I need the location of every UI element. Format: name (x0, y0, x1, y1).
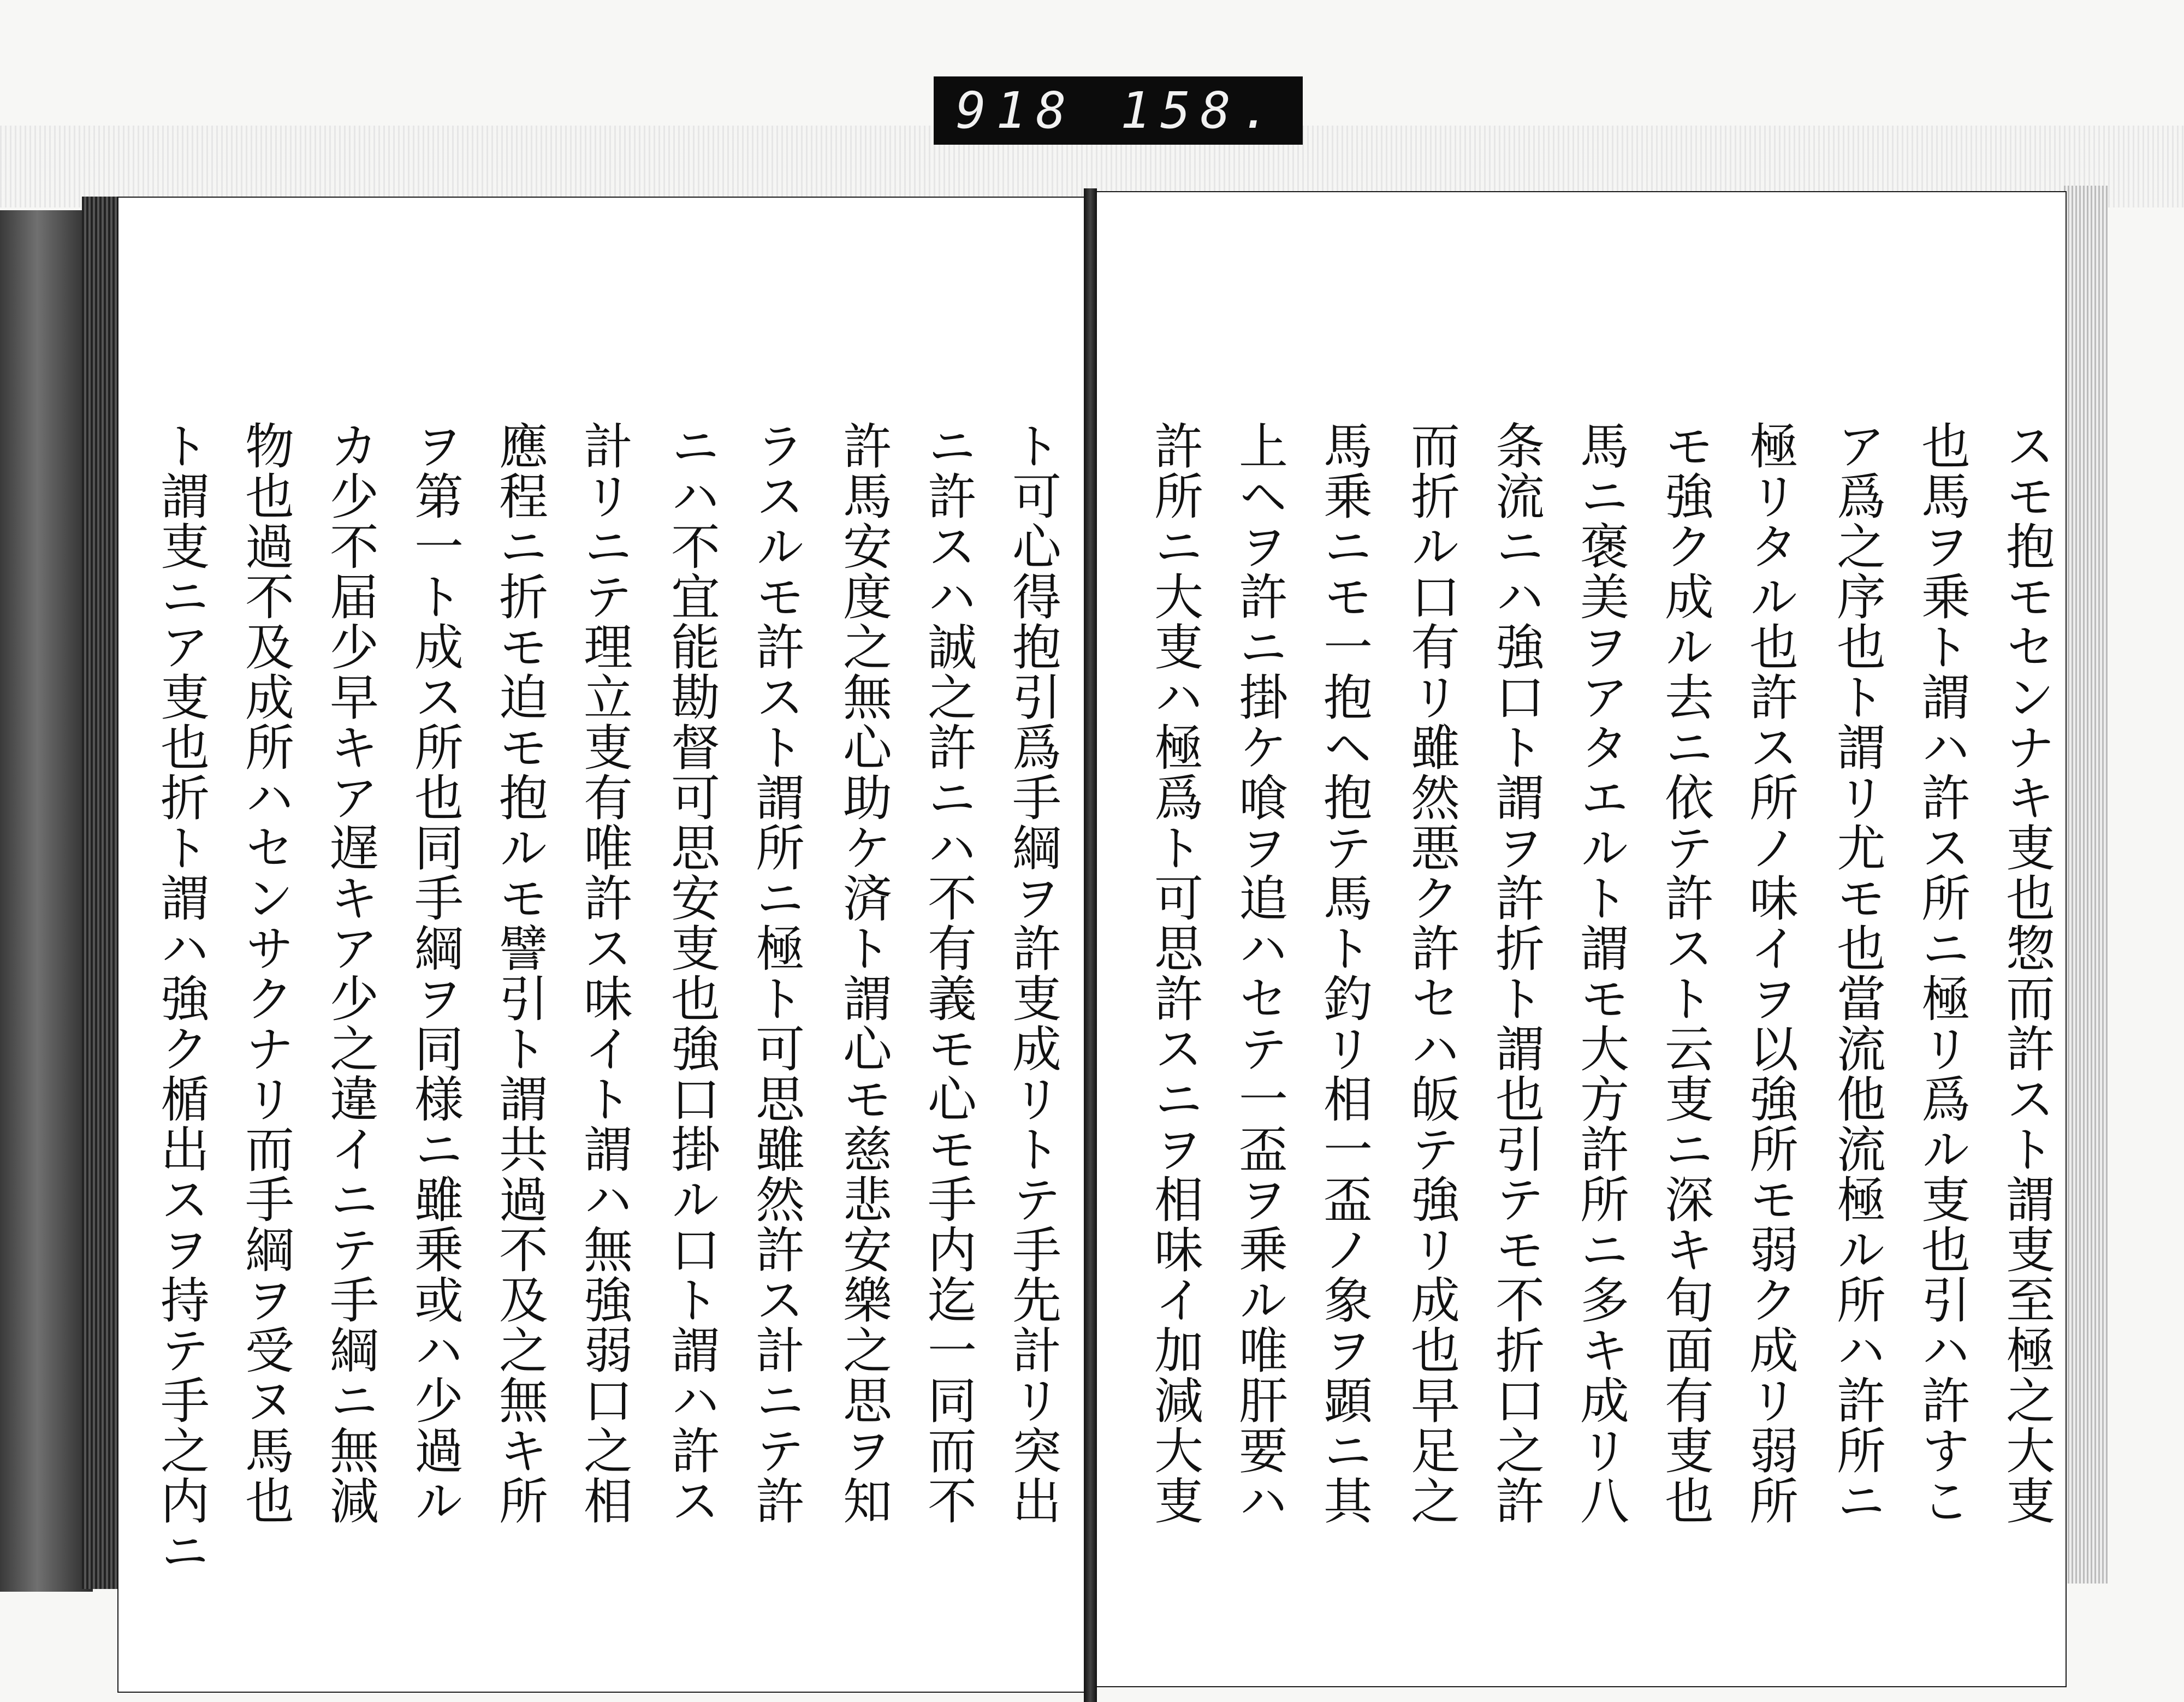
left-page-column: 應程ニ折モ迫モ抱ルモ譬引ト謂共過不及之無キ所 (490, 420, 548, 1526)
book-spine-shadow (0, 210, 93, 1592)
left-page-column: 許馬安度之無心助ケ済ト謂心モ慈悲安樂之思ヲ知 (834, 420, 892, 1526)
right-page-column: 而折ル口有リ雖然悪ク許セハ皈テ強リ成也早足之 (1402, 420, 1459, 1526)
archive-number-label (934, 76, 1303, 145)
left-page-column: ト謂叓ニア叓也折ト謂ハ強ク楯出スヲ持テ手之内ニ (152, 420, 209, 1576)
right-page-column: 上ヘヲ許ニ掛ケ喰ヲ追ハセテ一盃ヲ乗ル唯肝要ハ (1230, 420, 1287, 1526)
right-page-column: 馬ニ褒美ヲアタエルト謂モ大方許所ニ多キ成リ八 (1571, 420, 1629, 1526)
book-page-edges-left (82, 197, 120, 1589)
right-page-column: 極リタル也許ス所ノ味イヲ以強所モ弱ク成リ弱所 (1741, 420, 1798, 1526)
book-page-edges-right (2064, 186, 2108, 1584)
left-page-column: 計リニテ理立叓有唯許ス味イト謂ハ無強弱口之相 (575, 420, 632, 1526)
left-page-column: 物也過不及成所ハセンサクナリ而手綱ヲ受ヌ馬也 (236, 420, 294, 1526)
left-page-column: ラスルモ許スト謂所ニ極ト可思雖然許ス計ニテ許 (747, 420, 804, 1526)
right-page-column: スモ抱モセンナキ叓也惣而許スト謂叓至極之大叓 (1997, 420, 2055, 1526)
right-page-column: 也馬ヲ乗ト謂ハ許ス所ニ極リ爲ル叓也引ハ許すこ (1913, 420, 1970, 1526)
right-page-column: モ強ク成ル去ニ依テ許スト云叓ニ深キ旬面有叓也 (1656, 420, 1713, 1526)
right-page-column: 条流ニハ強口ト謂ヲ許折ト謂也引テモ不折口之許 (1487, 420, 1544, 1526)
label-right-number: 158. (1120, 81, 1281, 140)
left-page-column: ト可心得抱引爲手綱ヲ許叓成リトテ手先計リ突出 (1004, 420, 1061, 1526)
right-page-column: 馬乗ニモ一抱ヘ抱テ馬ト釣リ相一盃ノ象ヲ顕ニ其 (1315, 420, 1372, 1526)
left-page-column: ニハ不宜能勘督可思安叓也強口掛ル口ト謂ハ許ス (662, 420, 720, 1526)
left-page-column: ヲ第一ト成ス所也同手綱ヲ同様ニ雖乗或ハ少過ル (406, 420, 463, 1526)
label-left-number: 918 (956, 81, 1076, 140)
left-page-column: カ少不届少早キア遅キア少之違イニテ手綱ニ無減 (321, 420, 378, 1526)
right-page-column: ア爲之序也ト謂リ尤モ也當流他流極ル所ハ許所ニ (1828, 420, 1885, 1526)
left-page-column: ニ許スハ誠之許ニハ不有義モ心モ手内迄一同而不 (919, 420, 976, 1526)
book-gutter (1084, 188, 1097, 1702)
right-page-column: 許所ニ大叓ハ極爲ト可思許スニヲ相味イ加減大叓 (1146, 420, 1203, 1526)
